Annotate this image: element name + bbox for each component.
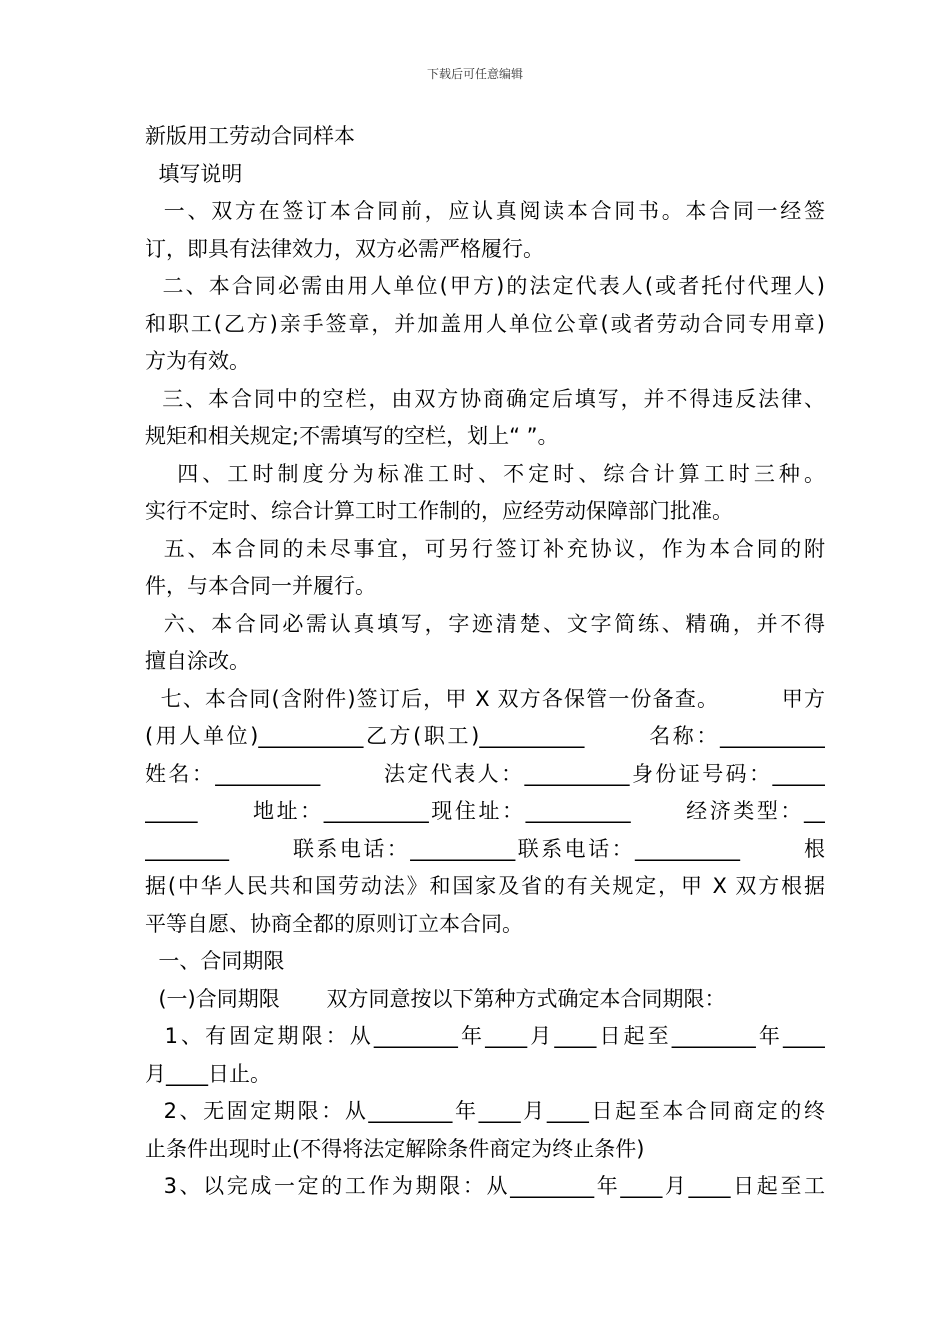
text-line: 和职工(乙方)亲手签章，并加盖用人单位公章(或者劳动合同专用章) xyxy=(145,311,825,336)
text-line: (用人单位)__________乙方(职工)__________ 名称：__________ xyxy=(145,724,825,748)
text-line: 实行不定时、综合计算工时工作制的，应经劳动保障部门批准。 xyxy=(145,499,733,523)
text-line: 四、工时制度分为标准工时、不定时、综合计算工时三种。 xyxy=(145,461,825,486)
text-line: 一、双方在签订本合同前，应认真阅读本合同书。本合同一经签 xyxy=(145,199,825,223)
document-title: 新版用工劳动合同样本 xyxy=(145,124,355,148)
text-line: ________ 联系电话：__________联系电话：__________ 根 xyxy=(145,836,825,861)
text-line: _____ 地址：__________现住址：__________ 经济类型：__ xyxy=(145,799,825,823)
text-line: 擅自涂改。 xyxy=(145,649,250,673)
contract-lines xyxy=(145,156,825,1206)
contract-body xyxy=(145,118,825,1206)
text-line: 姓名：__________ 法定代表人：__________身份证号码：_____ xyxy=(145,761,825,786)
text-line: 填写说明 xyxy=(145,161,243,186)
text-line: 五、本合同的未尽事宜，可另行签订补充协议，作为本合同的附 xyxy=(145,536,825,561)
text-line: 规矩和相关规定;不需填写的空栏，划上“ ”。 xyxy=(145,424,559,448)
text-line: 止条件出现时止(不得将法定解除条件商定为终止条件) xyxy=(145,1136,645,1161)
text-line: 订，即具有法律效力，双方必需严格履行。 xyxy=(145,236,544,261)
text-line: 2、无固定期限：从________年____月____日起至本合同商定的终 xyxy=(145,1099,825,1123)
text-line: 据(中华人民共和国劳动法》和国家及省的有关规定，甲 X 双方根据 xyxy=(145,874,825,898)
text-line: 七、本合同(含附件)签订后，甲 X 双方各保管一份备查。 甲方 xyxy=(145,686,825,711)
text-line: (一)合同期限 双方同意按以下第种方式确定本合同期限： xyxy=(145,986,726,1011)
text-line: 三、本合同中的空栏，由双方协商确定后填写，并不得违反法律、 xyxy=(145,386,825,411)
text-line: 3、以完成一定的工作为期限：从________年____月____日起至工 xyxy=(145,1174,825,1198)
page-header-note: 下载后可任意编辑 xyxy=(426,67,523,81)
text-line: 平等自愿、协商全都的原则订立本合同。 xyxy=(145,911,523,936)
text-line: 方为有效。 xyxy=(145,349,250,373)
text-line: 件，与本合同一并履行。 xyxy=(145,574,376,598)
text-line: 六、本合同必需认真填写，字迹清楚、文字简练、精确，并不得 xyxy=(145,611,825,636)
text-line: 1、有固定期限：从________年____月____日起至________年____ xyxy=(145,1024,825,1048)
text-line: 二、本合同必需由用人单位(甲方)的法定代表人(或者托付代理人) xyxy=(145,274,825,298)
text-line: 月____日止。 xyxy=(145,1061,271,1086)
text-line: 一、合同期限 xyxy=(145,949,285,973)
